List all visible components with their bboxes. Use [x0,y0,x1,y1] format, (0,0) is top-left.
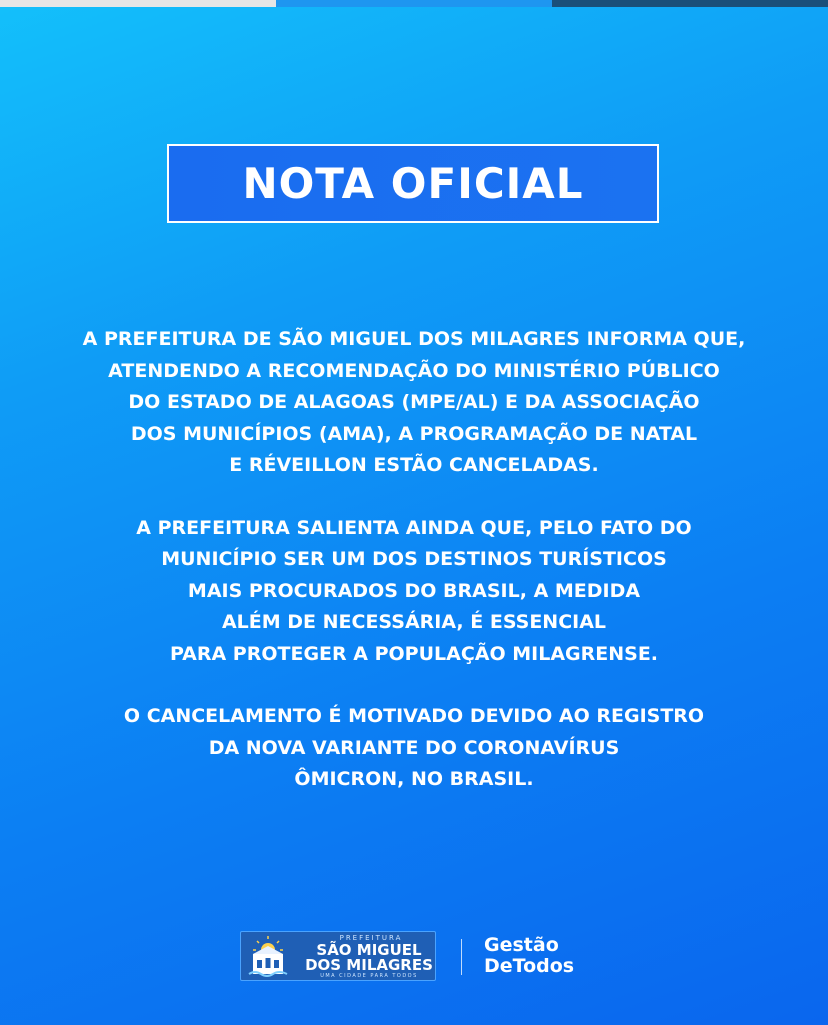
top-bar-segment-3 [552,0,828,7]
top-progress-bar [0,0,828,7]
notice-line: E RÉVEILLON ESTÃO CANCELADAS. [229,454,599,476]
gestao-slogan [484,935,574,977]
logo-prefix: PREFEITURA [339,934,403,942]
slogan-line-1: Gestão [484,934,559,956]
notice-body [40,324,788,796]
notice-paragraph-2 [40,513,788,671]
page-title: NOTA OFICIAL [242,159,584,208]
city-emblem-icon [247,936,289,978]
notice-line: MUNICÍPIO SER UM DOS DESTINOS TURÍSTICOS [161,548,667,570]
top-bar-segment-1 [0,0,276,7]
notice-line: A PREFEITURA SALIENTA AINDA QUE, PELO FATO DO [136,516,692,539]
top-bar-segment-2 [276,0,552,7]
notice-line: DO ESTADO DE ALAGOAS (MPE/AL) E DA ASSOCIAÇÃO [128,391,700,413]
logo-name-line-1: SÃO MIGUEL [316,941,422,959]
footer [240,931,600,983]
notice-line: ATENDENDO A RECOMENDAÇÃO DO MINISTÉRIO PÚBLICO [108,359,720,382]
title-box [167,144,659,223]
notice-paragraph-3 [40,701,788,796]
notice-line: ÔMICRON, NO BRASIL. [294,768,534,790]
notice-line: DOS MUNICÍPIOS (AMA), A PROGRAMAÇÃO DE NATAL [130,422,698,445]
notice-line: MAIS PROCURADOS DO BRASIL, A MEDIDA [187,579,641,602]
footer-divider [461,939,462,975]
notice-line: PARA PROTEGER A POPULAÇÃO MILAGRENSE. [169,642,659,665]
notice-line: O CANCELAMENTO É MOTIVADO DEVIDO AO REGISTRO [123,705,705,727]
notice-paragraph-1 [40,324,788,482]
logo-tagline: UMA CIDADE PARA TODOS [320,973,418,979]
prefeitura-logo [240,931,436,981]
notice-line: DA NOVA VARIANTE DO CORONAVÍRUS [208,736,620,759]
notice-line: A PREFEITURA DE SÃO MIGUEL DOS MILAGRES INFORMA QUE, [82,328,746,350]
slogan-line-2: DeTodos [484,955,575,977]
logo-name-line-2: DOS MILAGRES [305,956,433,974]
notice-line: ALÉM DE NECESSÁRIA, É ESSENCIAL [221,611,607,633]
